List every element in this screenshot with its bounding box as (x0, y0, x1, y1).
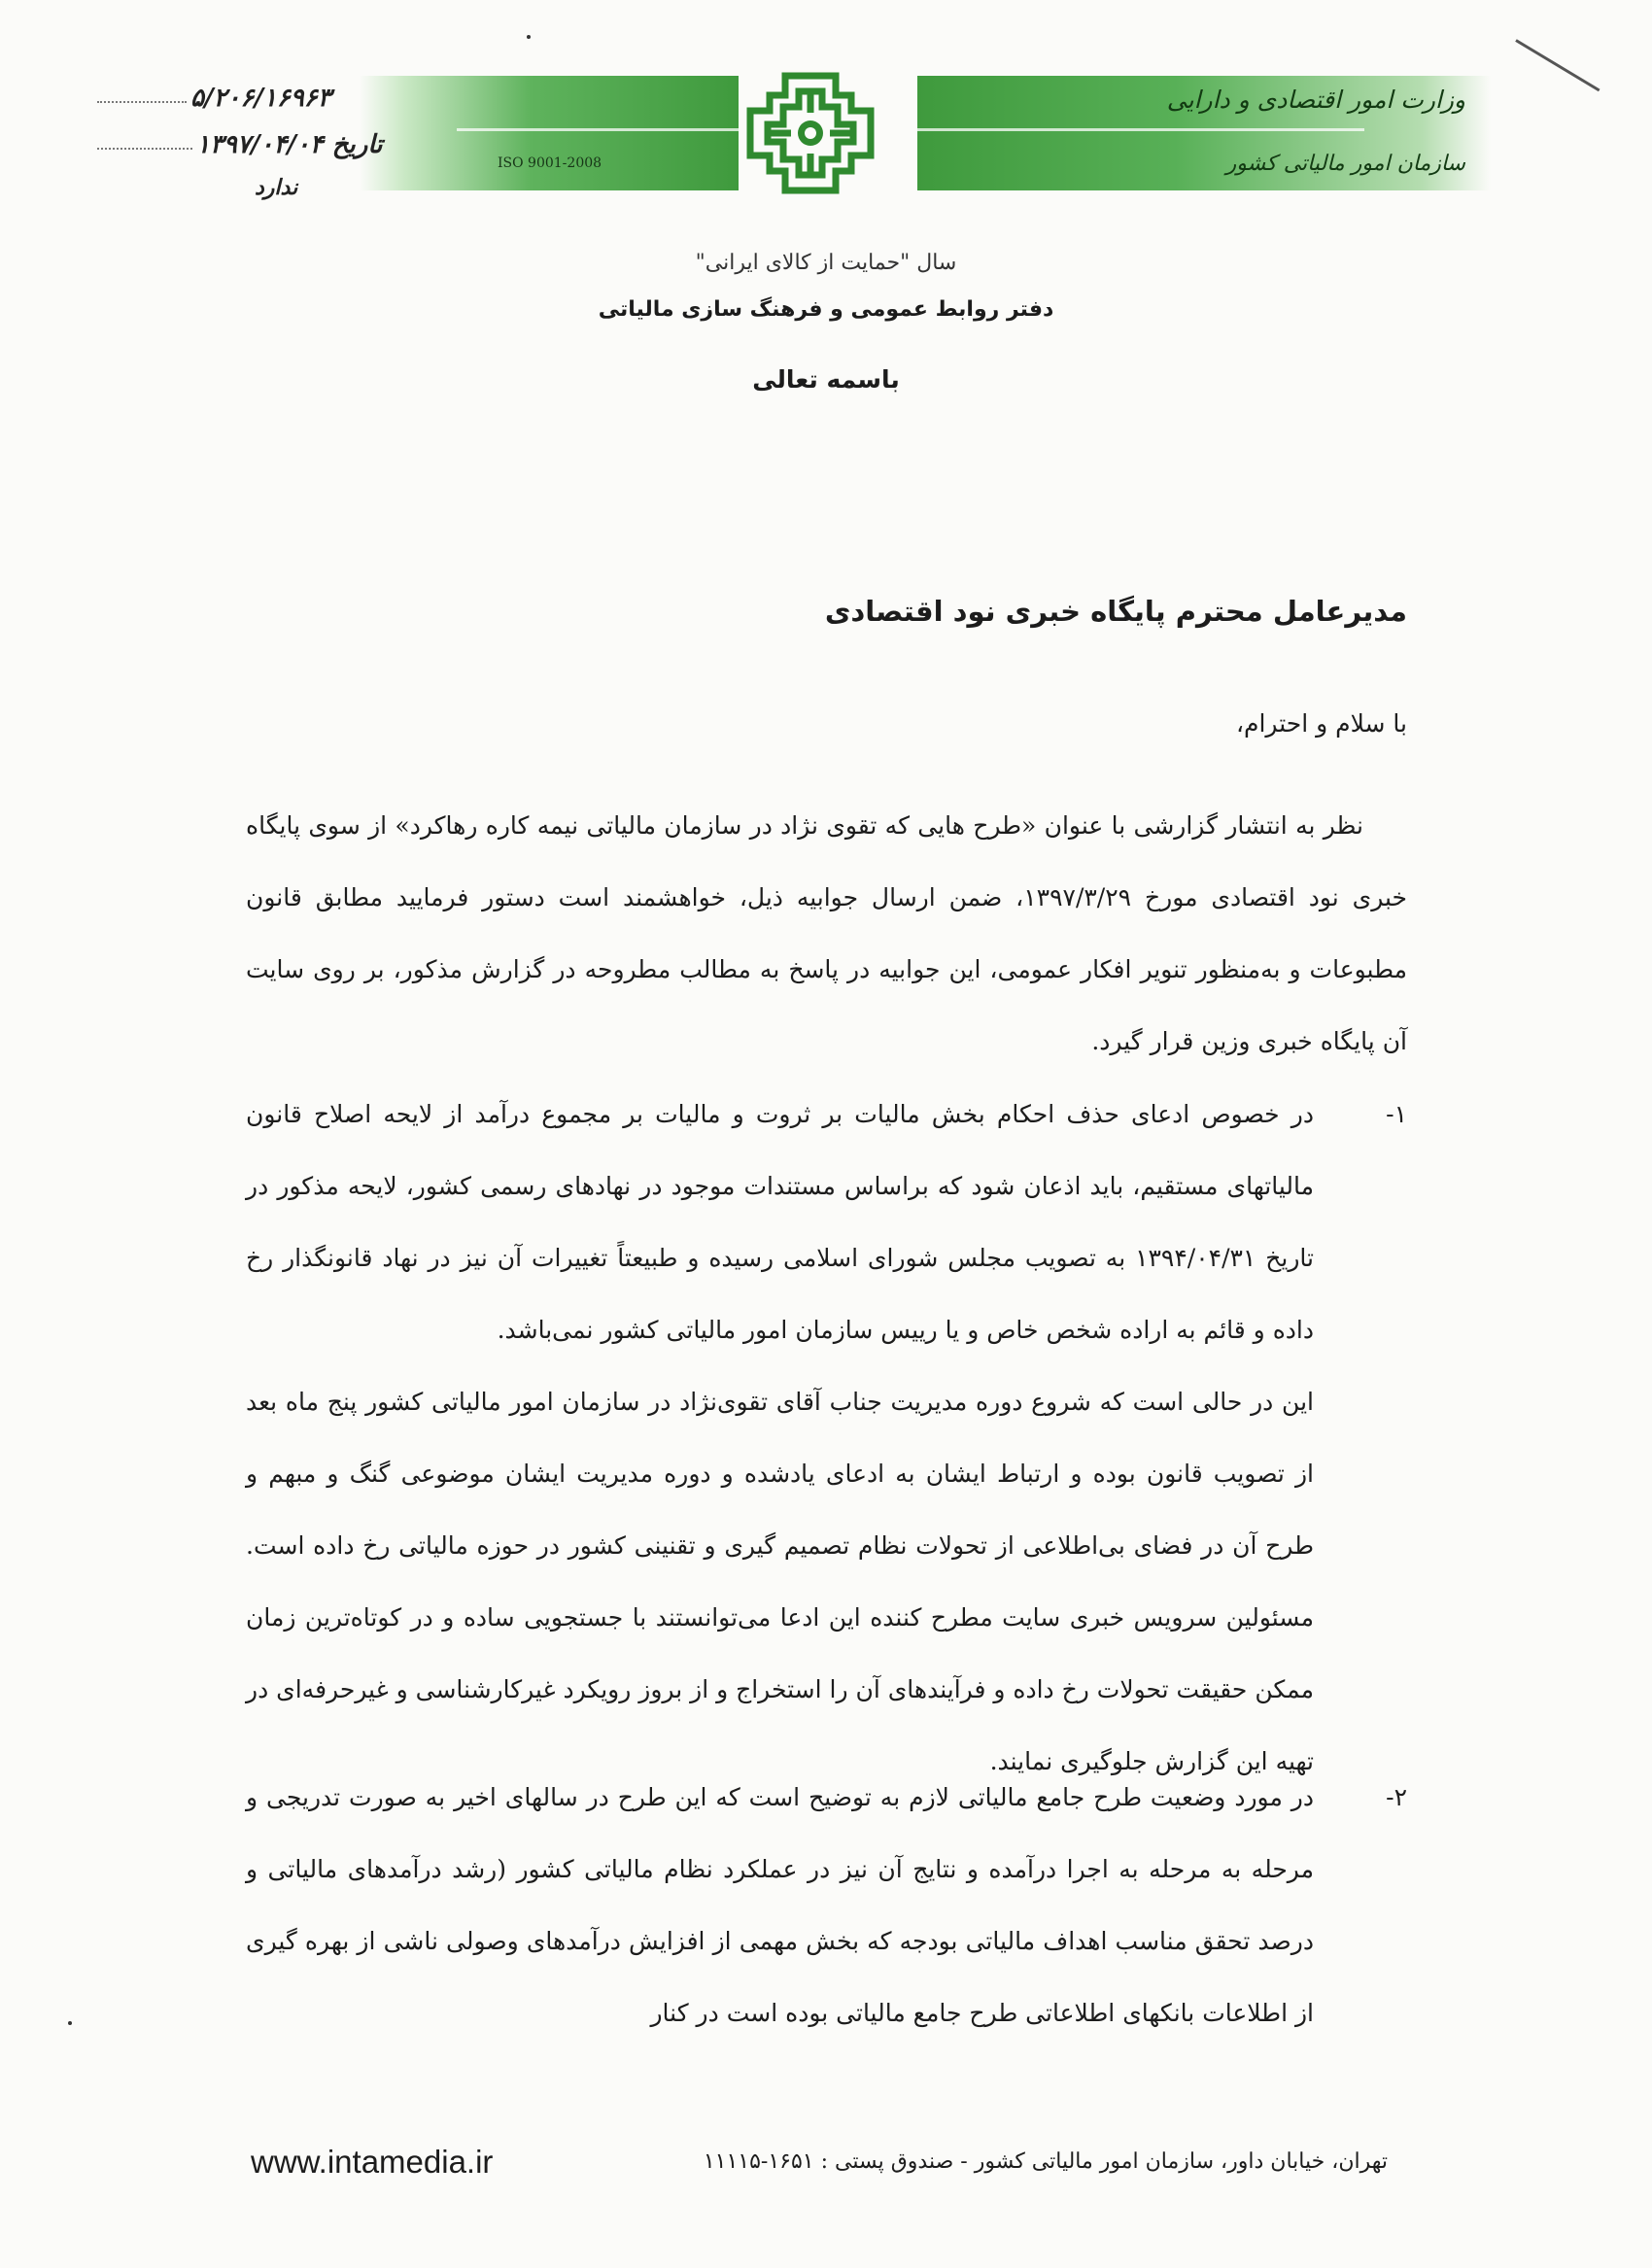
list-item (246, 1079, 1407, 1798)
year-slogan: سال "حمایت از کالای ایرانی" (695, 251, 957, 275)
item-text: در مورد وضعیت طرح جامع مالیاتی لازم به توضیح است که این طرح در سالهای اخیر به صورت تدریجی و مرحله به مرحله به اجرا درآمده و نتایج آن نیز در عملکرد نظام مالیاتی کشور (رشد درآمدهای مالیاتی و درصد تحقق مناسب اهداف مالیاتی بودجه که بخش مهمی از افزایش درآمدهای وصولی ناشی از بهره گیری از اطلاعات بانکهای اطلاعاتی طرح جامع مالیاتی بوده است در کنار (246, 1783, 1314, 2027)
scan-dot (68, 2021, 72, 2025)
recipient: مدیرعامل محترم پایگاه خبری نود اقتصادی (824, 595, 1407, 628)
footer-website: www.intamedia.ir (251, 2144, 494, 2180)
organization-name: سازمان امور مالیاتی کشور (1225, 152, 1465, 176)
scan-dot (527, 35, 531, 39)
item-number: ۱- (1386, 1100, 1407, 1128)
attachment-status: ندارد (255, 175, 298, 200)
banner-divider (917, 128, 1364, 131)
office-name: دفتر روابط عمومی و فرهنگ سازی مالیاتی (598, 297, 1054, 322)
tax-organization-emblem-icon (742, 68, 878, 198)
greeting: با سلام و احترام، (1235, 709, 1407, 738)
banner-divider (457, 128, 739, 131)
ministry-name: وزارت امور اقتصادی و دارایی (1166, 86, 1465, 114)
reference-dotted-line (97, 101, 187, 103)
item-continuation: این در حالی است که شروع دوره مدیریت جناب آقای تقوی‌نژاد در سازمان امور مالیاتی کشور پنج ماه بعد از تصویب قانون بوده و ارتباط ایشان به ادعای یادشده و دوره مدیریت ایشان موضوعی گنگ و مبهم و طرح آن در فضای بی‌اطلاعی از تحولات نظام تصمیم گیری و تقنینی کشور در حوزه مالیاتی رخ داده است. مسئولین سرویس خبری سایت مطرح کننده این ادعا می‌توانستند با جستجویی ساده و در کوتاه‌ترین زمان ممکن حقیقت تحولات رخ داده و فرآیندهای آن را استخراج و از بروز رویکرد غیرکارشناسی و غیرحرفه‌ای در تهیه این گزارش جلوگیری نمایند. (246, 1388, 1314, 1775)
item-text: در خصوص ادعای حذف احکام بخش مالیات بر ثروت و مالیات بر مجموع درآمد از لایحه اصلاح قانون مالیاتهای مستقیم، باید اذعان شود که براساس مستندات موجود در نهادهای رسمی کشور، لایحه مذکور در تاریخ ۱۳۹۴/۰۴/۳۱ به تصویب مجلس شورای اسلامی رسیده و طبیعتاً تغییرات آن نیز در نهاد قانونگذار رخ داده و قائم به اراده شخص خاص و یا رییس سازمان امور مالیاتی کشور نمی‌باشد. (246, 1100, 1314, 1344)
iso-certification: ISO 9001-2008 (498, 155, 602, 171)
date-dotted-line (97, 148, 192, 150)
footer-address: تهران، خیابان داور، سازمان امور مالیاتی کشور - صندوق پستی : ۱۶۵۱-۱۱۱۱۵ (703, 2149, 1388, 2174)
scan-mark (1515, 39, 1600, 91)
letter-date: تاریخ ۱۳۹۷/۰۴/۰۴ (196, 130, 383, 159)
list-item (246, 1762, 1407, 2049)
intro-paragraph: نظر به انتشار گزارشی با عنوان «طرح هایی که تقوی نژاد در سازمان مالیاتی نیمه کاره رهاکرد» از سوی پایگاه خبری نود اقتصادی مورخ ۱۳۹۷/۳/۲۹، ضمن ارسال جوابیه ذیل، خواهشمند است دستور فرمایید مطابق قانون مطبوعات و به‌منظور تنویر افکار عمومی، این جوابیه در پاسخ به مطالب مطروحه در گزارش مذکور، بر روی سایت آن پایگاه خبری وزین قرار گیرد. (246, 811, 1407, 1055)
header-banner-left (360, 76, 739, 190)
reference-number: ۵/۲۰۶/۱۶۹۶۳ (190, 84, 331, 113)
invocation: باسمه تعالی (752, 365, 900, 394)
item-number: ۲- (1386, 1783, 1407, 1811)
